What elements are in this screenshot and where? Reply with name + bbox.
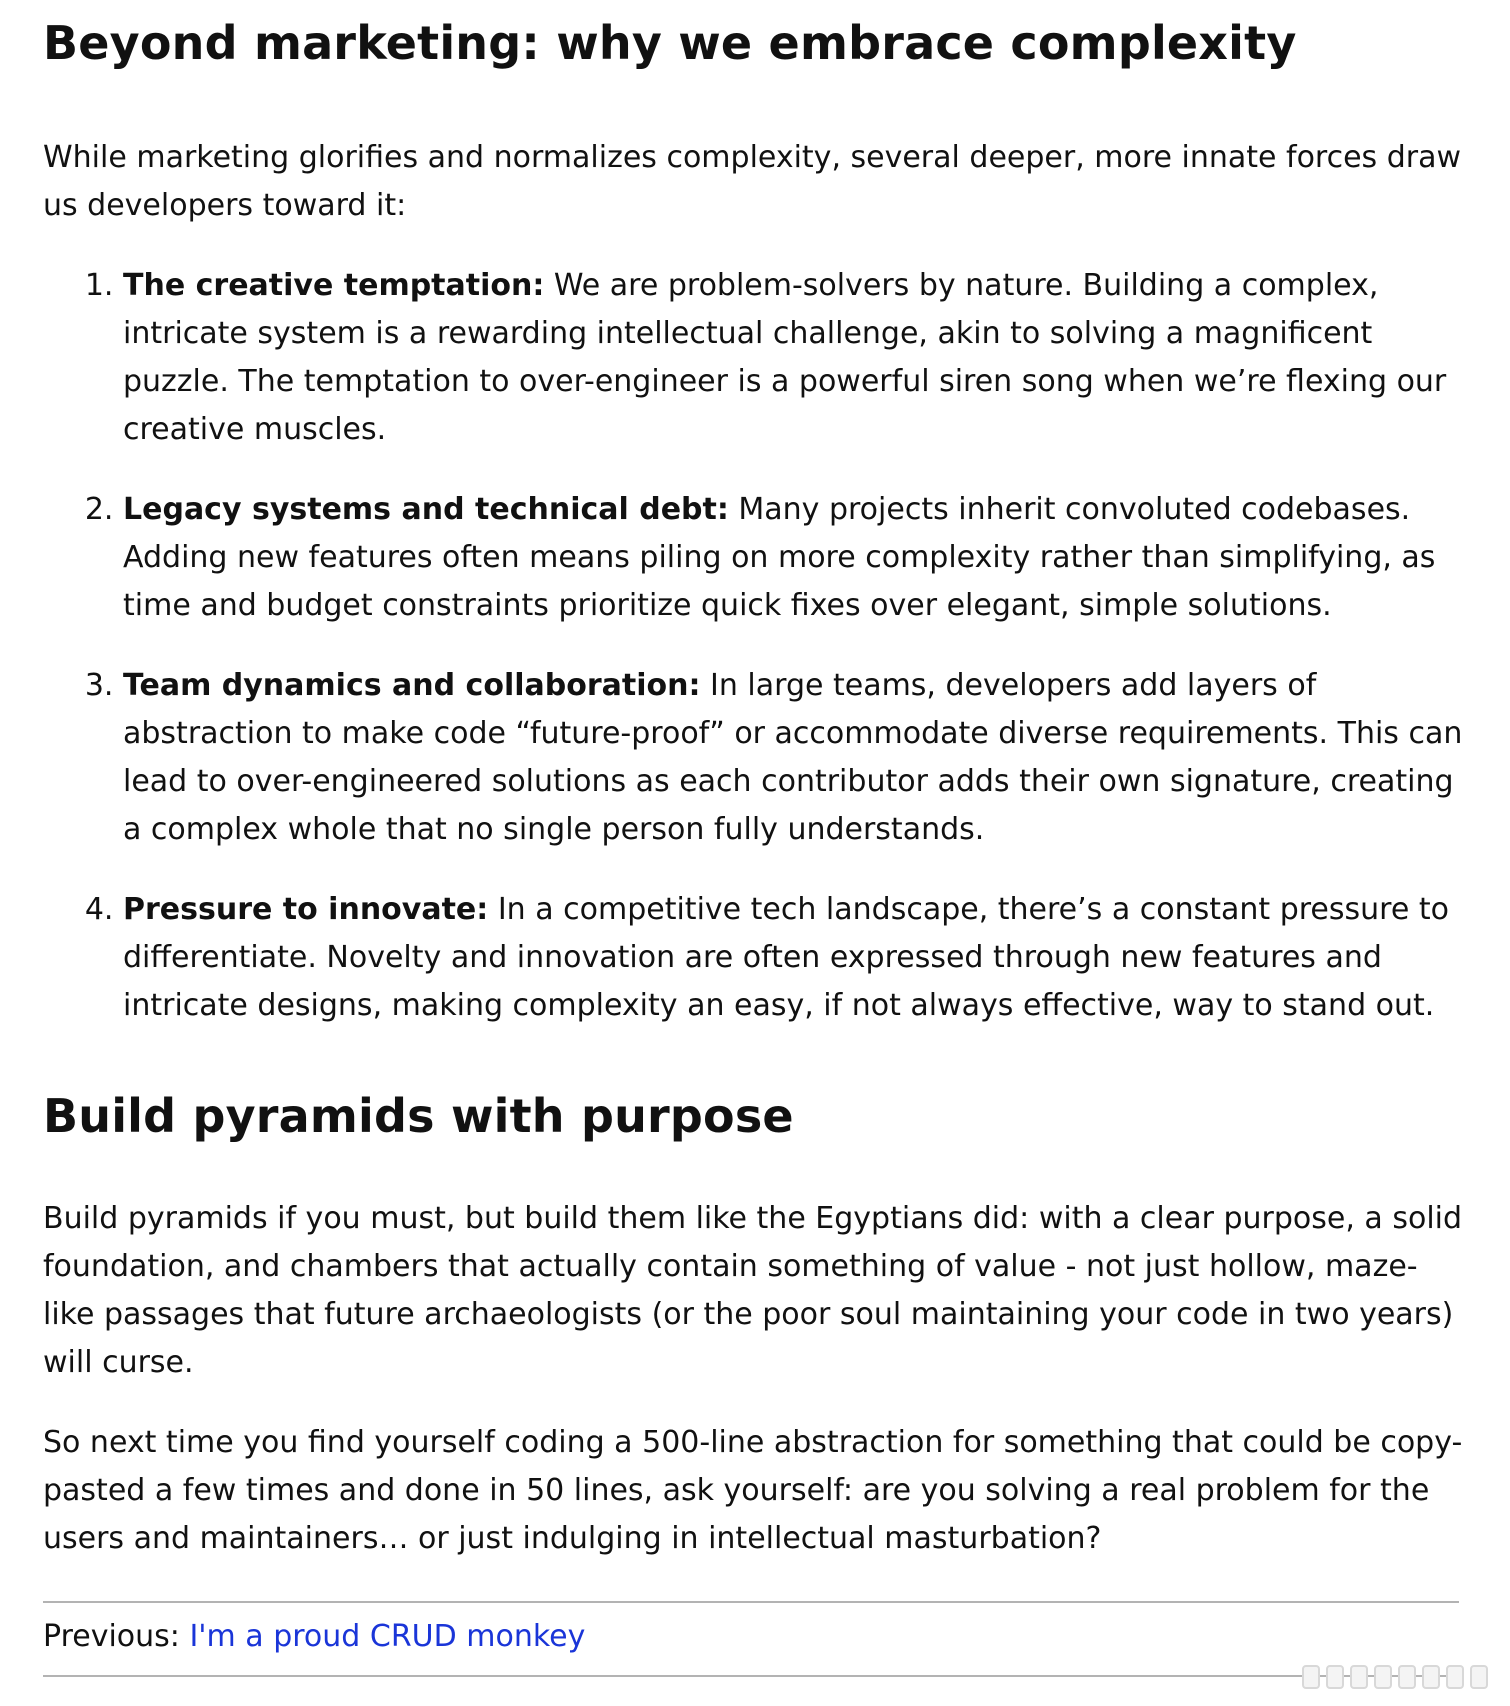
list-item-text: Many projects inherit convoluted codebases. Adding new features often means piling on more complexity rather than simplifying, as time and budget constraints prioritize quick fixes over elegant, simple solutions. xyxy=(123,492,1436,623)
previous-label: Previous: xyxy=(43,1619,190,1654)
page-indicator-dot xyxy=(1350,1665,1368,1689)
footer-divider-top xyxy=(43,1601,1459,1603)
previous-post-link[interactable]: I'm a proud CRUD monkey xyxy=(189,1619,586,1654)
list-item-title: The creative temptation: xyxy=(123,268,545,303)
page-indicator xyxy=(1302,1665,1488,1689)
list-item-title: Team dynamics and collaboration: xyxy=(123,668,701,703)
list-item-text: In large teams, developers add layers of abstraction to make code “future-proof” or accommodate diverse requirements. This can lead to over-engineered solutions as each contributor adds their own signature, creating a complex whole that no single person fully understands. xyxy=(123,668,1463,847)
section-heading-build-pyramids: Build pyramids with purpose xyxy=(43,1089,794,1143)
footer-divider-bottom xyxy=(43,1675,1459,1677)
forces-list xyxy=(43,262,1463,1030)
list-item xyxy=(123,486,1463,630)
page-indicator-dot xyxy=(1422,1665,1440,1689)
page-indicator-dot xyxy=(1302,1665,1320,1689)
page-indicator-dot xyxy=(1446,1665,1464,1689)
list-item xyxy=(123,662,1463,854)
list-item-title: Pressure to innovate: xyxy=(123,892,489,927)
list-item-text: We are problem-solvers by nature. Building a complex, intricate system is a rewarding intellectual challenge, akin to solving a magnificent puzzle. The temptation to over-engineer is a powerful siren song when we’re flexing our creative muscles. xyxy=(123,268,1447,447)
article-body xyxy=(43,0,1463,1677)
page-indicator-dot xyxy=(1470,1665,1488,1689)
previous-post-nav xyxy=(43,1613,1463,1661)
page-indicator-dot xyxy=(1374,1665,1392,1689)
page-indicator-dot xyxy=(1326,1665,1344,1689)
list-item-text: In a competitive tech landscape, there’s a constant pressure to differentiate. Novelty and innovation are often expressed through new features and intricate designs, making complexity an easy, if not always effective, way to stand out. xyxy=(123,892,1449,1023)
pyramids-paragraph: Build pyramids if you must, but build them like the Egyptians did: with a clear purpose, a solid foundation, and chambers that actually contain something of value - not just hollow, maze-like passages that future archaeologists (or the poor soul maintaining your code in two years) will curse. xyxy=(43,1201,1463,1380)
closing-paragraph: So next time you find yourself coding a 500-line abstraction for something that could be copy-pasted a few times and done in 50 lines, ask yourself: are you solving a real problem for the users and maintainers… or just indulging in intellectual masturbation? xyxy=(43,1425,1463,1556)
list-item-title: Legacy systems and technical debt: xyxy=(123,492,729,527)
page-indicator-dot xyxy=(1398,1665,1416,1689)
list-item xyxy=(123,262,1463,454)
section-heading-beyond-marketing: Beyond marketing: why we embrace complexity xyxy=(43,16,1297,70)
intro-paragraph: While marketing glorifies and normalizes complexity, several deeper, more innate forces draw us developers toward it: xyxy=(43,140,1462,223)
list-item xyxy=(123,886,1463,1030)
